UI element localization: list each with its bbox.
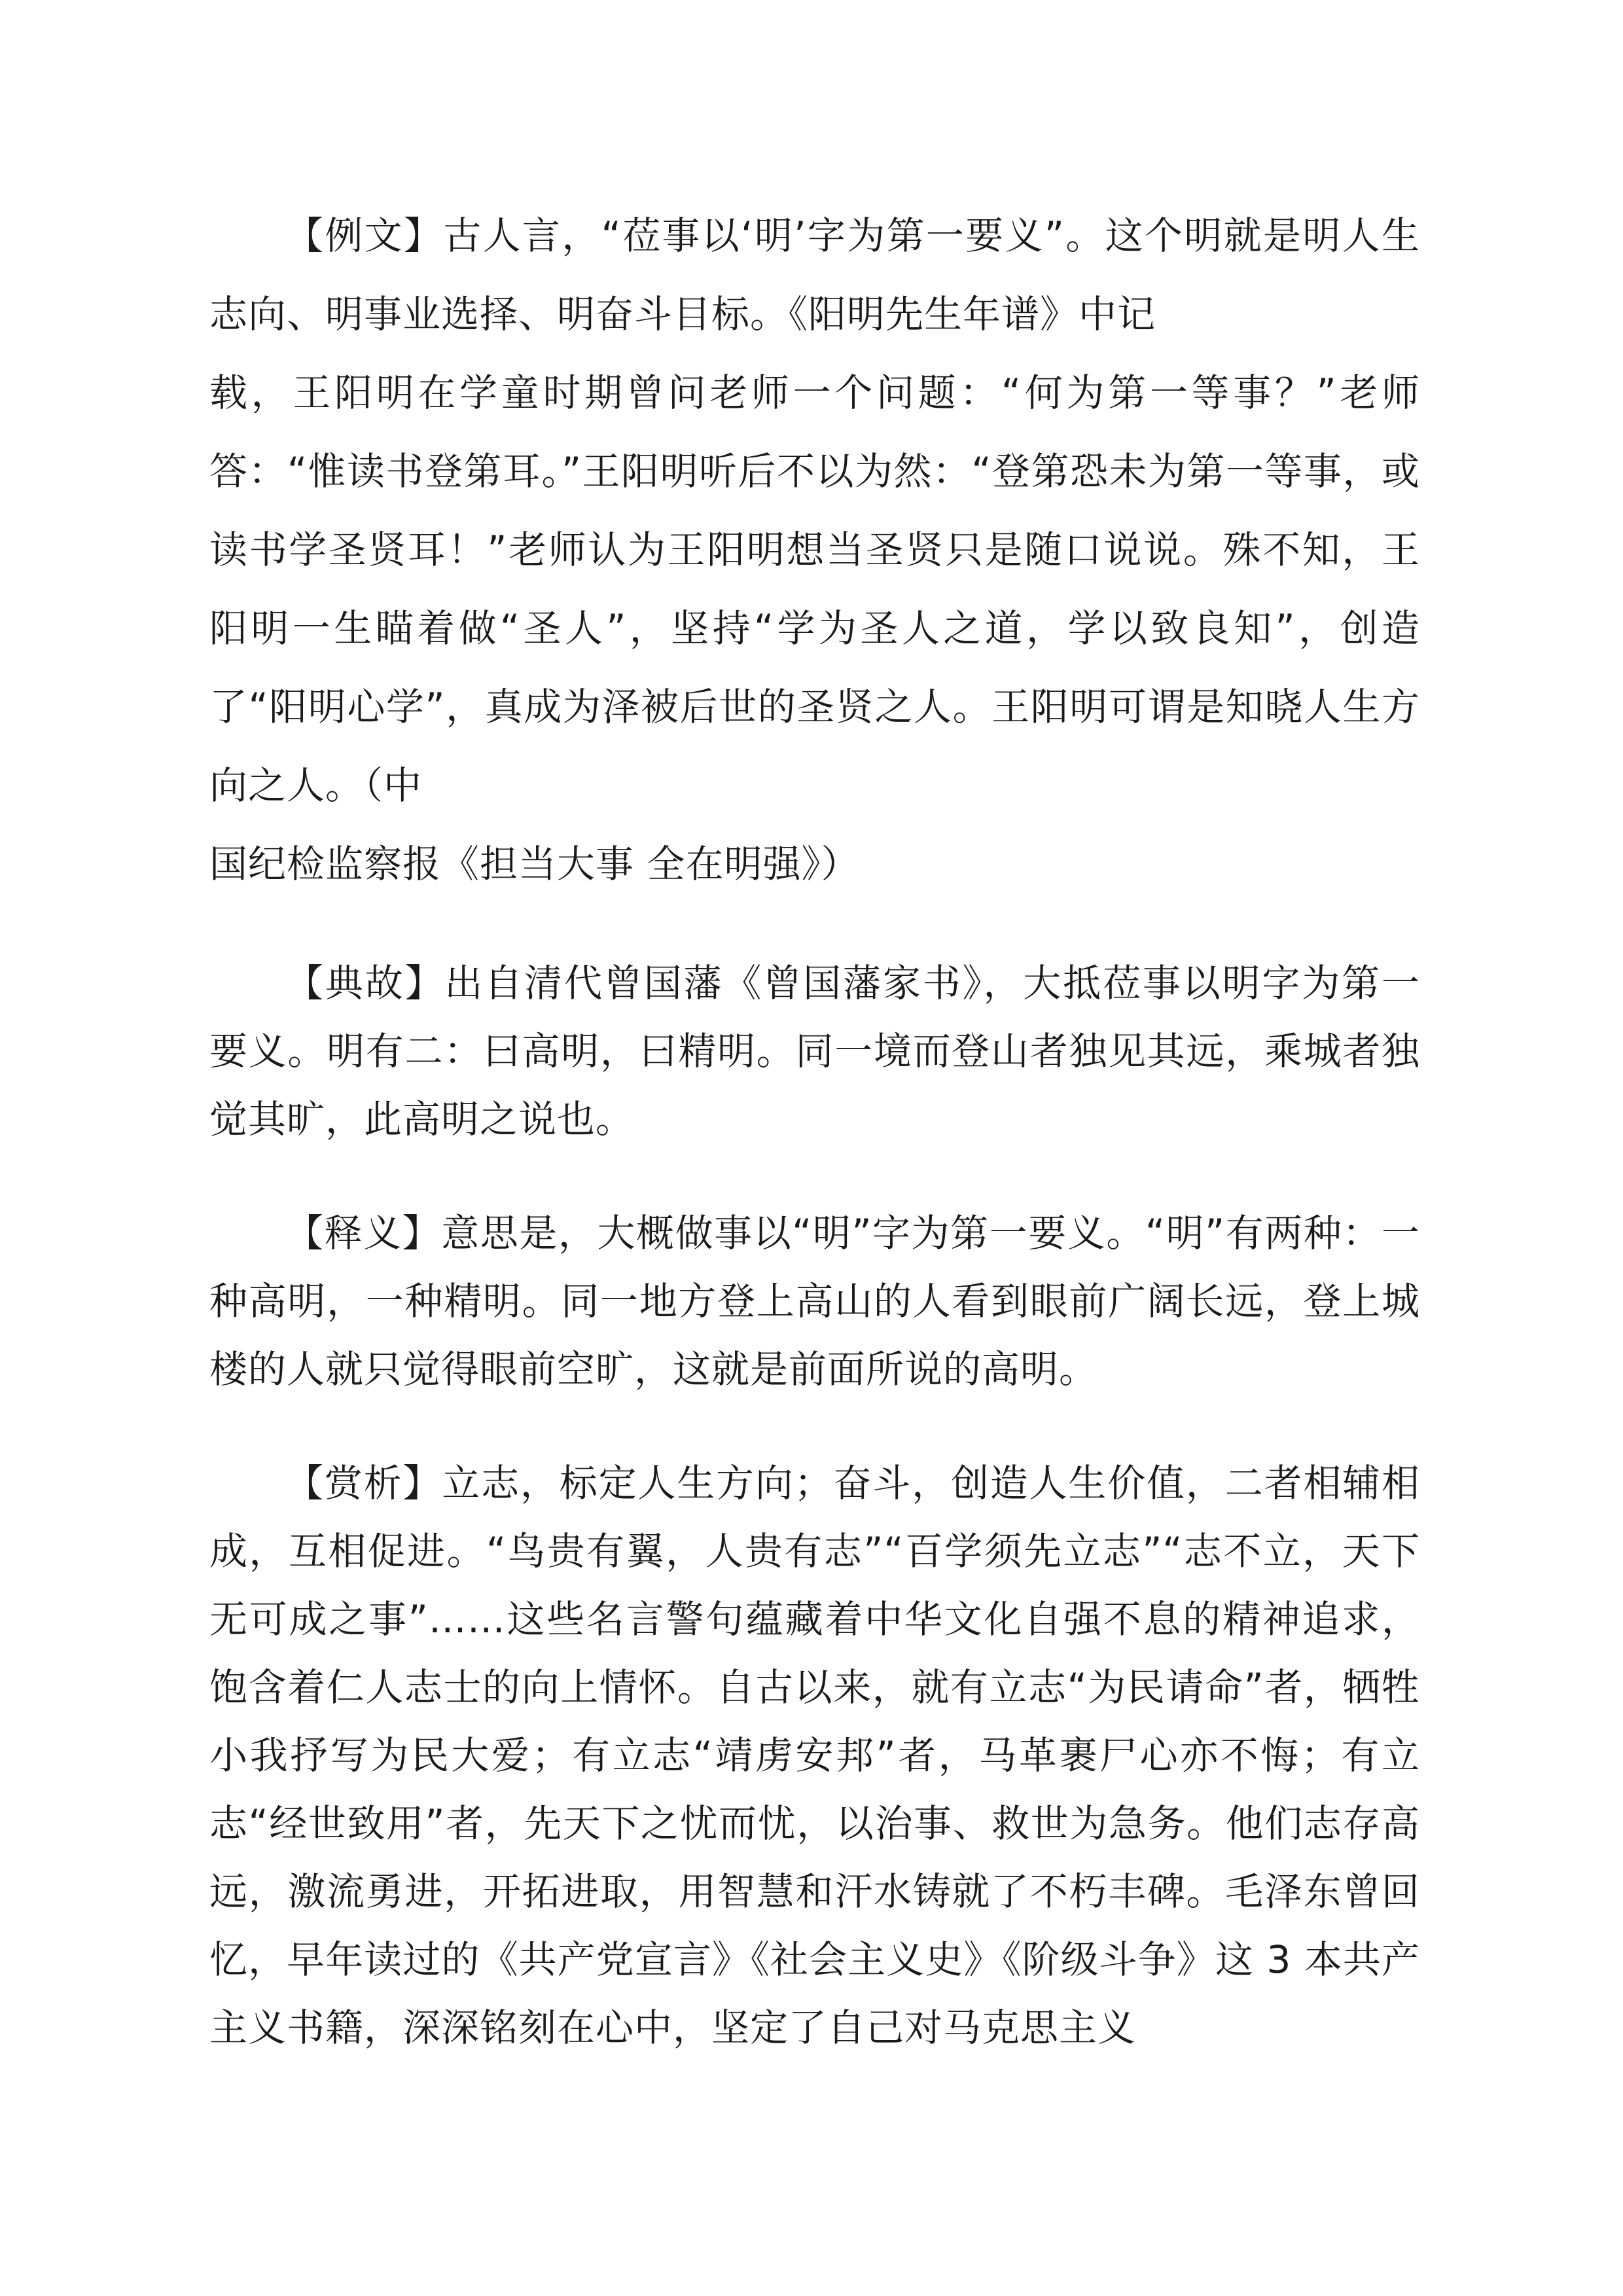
paragraph-meaning: 【释义】意思是，大概做事以“明”字为第一要义。“明”有两种：一种高明，一种精明。同一地方登上高山的人看到眼前广阔长远，登上城楼的人就只觉得眼前空旷，这就是前面所说的高明。 xyxy=(209,1211,1420,1391)
paragraph-appreciation: 【赏析】立志，标定人生方向；奋斗，创造人生价值，二者相辅相成，互相促进。“鸟贵有翼，人贵有志”“百学须先立志”“志不立，天下无可成之事”……这些名言警句蕴藏着中华文化自强不息的精神追求，饱含着仁人志士的向上情怀。自古以来，就有立志“为民请命”者，牺牲小我抒写为民大爱；有立志“靖虏安邦”者，马革裹尸心亦不悔；有立志“经世致用”者，先天下之忧而忧，以治事、救世为急务。他们志存高远，激流勇进，开拓进取，用智慧和汗水铸就了不朽丰碑。毛泽东曾回忆，早年读过的《共产党宣言》《社会主义史》《阶级斗争》这 3 本共产主义书籍，深深铭刻在心中，坚定了自己对马克思主义 xyxy=(209,1461,1420,2050)
paragraph-allusion: 【典故】出自清代曾国藩《曾国藩家书》，大抵莅事以明字为第一要义。明有二：曰高明，曰精明。同一境而登山者独见其远，乘城者独觉其旷，此高明之说也。 xyxy=(209,961,1420,1141)
document-body xyxy=(209,196,1420,2108)
paragraph-example: 【例文】古人言，“莅事以‘明’字为第一要义”。这个明就是明人生志向、明事业选择、明奋斗目标。《阳明先生年谱》中记 载，王阳明在学童时期曾问老师一个问题：“何为第一等事？”老师答：“惟读书登第耳。”王阳明听后不以为然：“登第恐未为第一等事，或读书学圣贤耳！”老师认为王阳明想当圣贤只是随口说说。殊不知，王阳明一生瞄着做“圣人”，坚持“学为圣人之道，学以致良知”，创造了“阳明心学”，真成为泽被后世的圣贤之人。王阳明可谓是知晓人生方向之人。（中 国纪检监察报《担当大事 全在明强》） xyxy=(209,213,1420,886)
